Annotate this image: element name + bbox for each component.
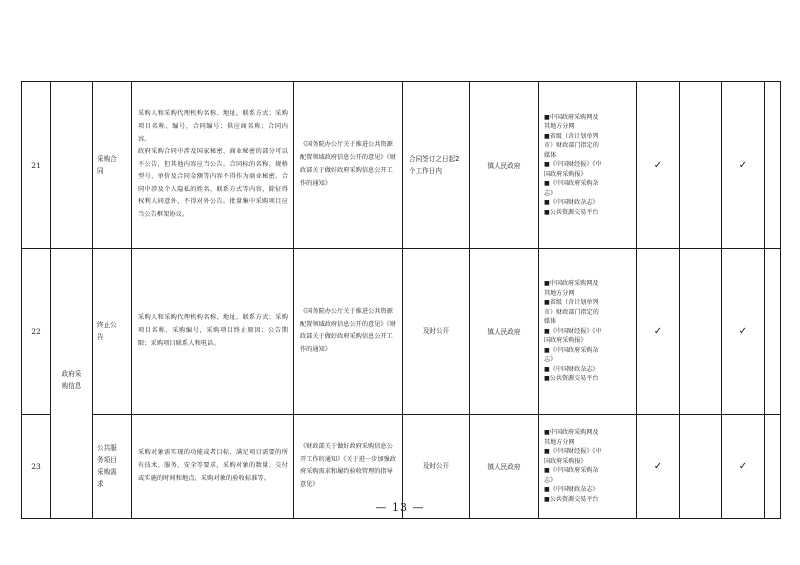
channel-item: ■公共资源交易平台 xyxy=(544,495,599,503)
row-number: 21 xyxy=(22,82,51,249)
channel-item: ■中国政府采购网及 其地方分网 xyxy=(544,280,599,297)
disclosure-time: 合同签订之日起2个工作日内 xyxy=(403,82,470,249)
disclosure-subject: 镇人民政府 xyxy=(470,414,539,518)
empty-cell xyxy=(680,249,722,415)
disclosure-table xyxy=(21,81,781,519)
check-mark: ✓ xyxy=(722,249,765,415)
disclosure-channels xyxy=(539,249,637,415)
channel-item: ■公共资源交易平台 xyxy=(544,208,599,216)
channel-item: ■中国政府采购网及 其地方分网 xyxy=(544,429,599,446)
page-number: — 13 — xyxy=(375,501,425,514)
table-row xyxy=(22,82,781,249)
channel-item: ■《中国财政杂志》 xyxy=(544,199,599,207)
channel-item: ■《中国政府采购杂 志》 xyxy=(544,346,599,364)
channel-item: ■《中国政府采购杂 志》 xyxy=(544,180,599,197)
check-mark: ✓ xyxy=(637,82,680,249)
check-mark: ✓ xyxy=(722,414,765,518)
category-label: 政府采 购信息 xyxy=(61,370,82,390)
category-cell xyxy=(51,249,93,519)
check-mark: ✓ xyxy=(722,82,765,249)
disclosure-time: 及时公开 xyxy=(403,249,470,415)
item-name: 公共服 务项目 采购需 求 xyxy=(93,414,132,518)
empty-cell xyxy=(680,82,722,249)
disclosure-subject: 镇人民政府 xyxy=(470,249,539,415)
disclosure-time: 及时公开 xyxy=(403,414,470,518)
legal-basis: 《国务院办公厅关于推进公共资源配置领域政府信息公开的意见》《财政部关于做好政府采购信息公开工作的通知》 xyxy=(294,249,403,415)
channel-item: ■公共资源交易平台 xyxy=(544,375,599,383)
legal-basis: 《财政部关于做好政府采购信息公开工作的通知》《关于进一步加强政府采购需求和履约验收管理的指导意见》 xyxy=(294,414,403,518)
disclosure-content: 采购对象需实现的功能或者目标，满足项目需要的所有技术、服务、安全等要求，采购对象的数量、交付或实施的时间和地点，采购对象的验收标准等。 xyxy=(132,414,294,518)
legal-basis: 《国务院办公厅关于推进公共资源配置领域政府信息公开的意见》《财政部关于做好政府采购信息公开工作的通知》 xyxy=(294,82,403,249)
check-mark: ✓ xyxy=(637,414,680,518)
table-row xyxy=(22,249,781,415)
row-number: 22 xyxy=(22,249,51,415)
item-name: 采购合 同 xyxy=(93,82,132,249)
row-number: 23 xyxy=(22,414,51,518)
disclosure-content: 采购人和采购代理机构名称、地址，联系方式；采购项目名称、采购编号，采购项目终止原因；公告期限；采购项目联系人和电话。 xyxy=(132,249,294,415)
category-cell xyxy=(51,82,93,249)
disclosure-channels xyxy=(539,82,637,249)
channel-item: ■《中国财政杂志》 xyxy=(544,486,599,494)
channel-item: ■中国政府采购网及 其地方分网 xyxy=(544,113,599,131)
disclosure-content: 采购人和采购代理机构名称、地址，联系方式；采购项目名称、编号，合同编号；供应商名称；合同内容。 政府采购合同中涉及国家秘密、商业秘密的部分可以不公告，但其他内容应当公告。合同标的名称、规格型号、单价及合同金额等内容不得作为商业秘密。合同中涉及个人隐私的姓名、联系方式等内容，除征得权利人同意外，不得对外公告。批量集中采购项目应当公告框架协议。 xyxy=(132,82,294,249)
channel-item: ■省级（含计划单列 市）财政部门指定的 媒体 xyxy=(544,132,599,159)
channel-item: ■省级（含计划单列 市）财政部门指定的 媒体 xyxy=(544,299,599,326)
disclosure-subject: 镇人民政府 xyxy=(470,82,539,249)
channel-item: ■《中国财经报》《中 国政府采购报》 xyxy=(544,448,602,465)
item-name: 终止公 告 xyxy=(93,249,132,415)
check-mark: ✓ xyxy=(637,249,680,415)
channel-item: ■《中国财经报》《中 国政府采购报》 xyxy=(544,161,602,178)
channel-item: ■《中国政府采购杂 志》 xyxy=(544,467,599,484)
channel-item: ■《中国财政杂志》 xyxy=(544,365,599,373)
empty-cell xyxy=(765,249,781,415)
empty-cell xyxy=(765,82,781,249)
channel-item: ■《中国财经报》《中 国政府采购报》 xyxy=(544,327,602,345)
